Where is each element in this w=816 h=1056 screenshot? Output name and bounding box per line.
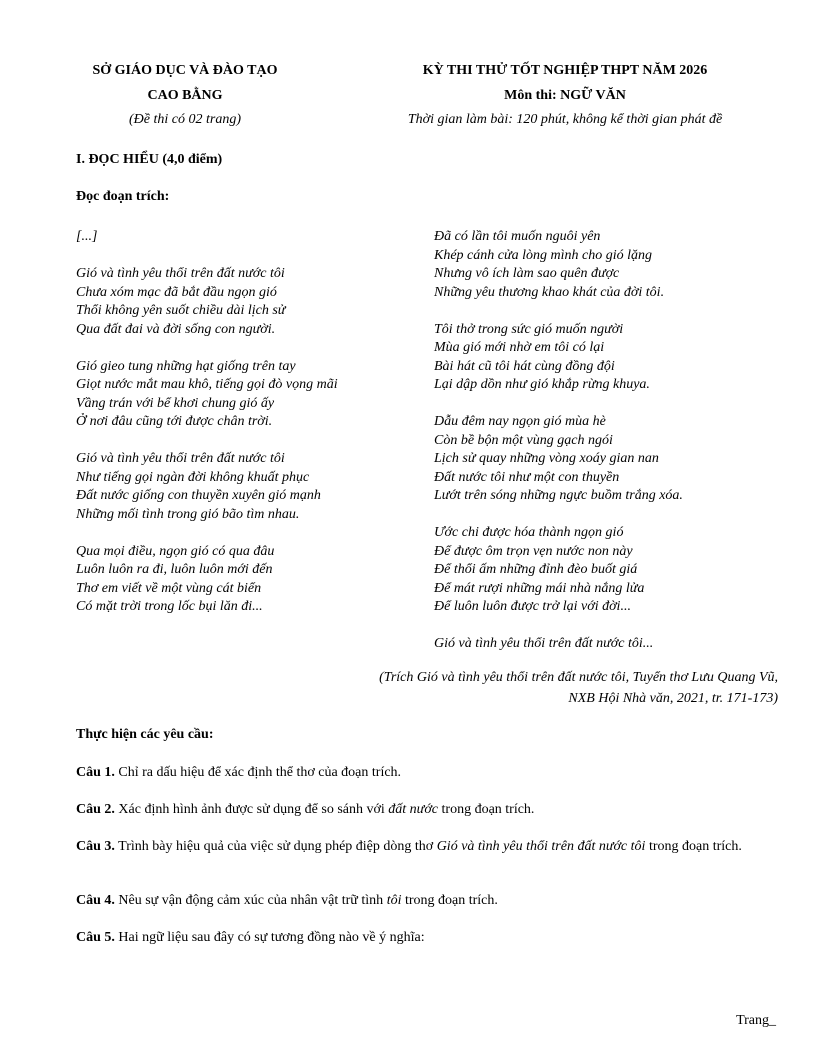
question-label: Câu 1. [76, 765, 115, 780]
department-name: SỞ GIÁO DỤC VÀ ĐÀO TẠO [92, 63, 278, 78]
poem-line: Gió và tình yêu thổi trên đất nước tôi [76, 451, 285, 466]
poem-line: Như tiếng gọi ngàn đời không khuất phục [76, 469, 310, 485]
poem-line: Khép cánh cửa lòng mình cho gió lặng [434, 247, 652, 263]
poem-line: Ở nơi đâu cũng tới được chân trời. [76, 414, 273, 429]
question-label: Câu 4. [76, 893, 115, 908]
poem-line: Còn bề bộn một vùng gạch ngói [434, 432, 613, 448]
question-5 [76, 929, 766, 948]
poem-stanza [434, 321, 683, 395]
poem-line: Thổi không yên suốt chiều dài lịch sử [76, 303, 286, 318]
poem-line: Dẫu đêm nay ngọn gió mùa hè [434, 414, 606, 429]
read-prompt: Đọc đoạn trích: [76, 189, 170, 204]
poem-line: Lịch sử quay những vòng xoáy gian nan [434, 451, 659, 466]
tasks-title: Thực hiện các yêu cầu: [76, 727, 214, 742]
poem-stanza [434, 524, 683, 617]
question-1 [76, 764, 766, 783]
poem-line: Đất nước tôi như một con thuyền [434, 469, 620, 485]
question-text: tôi [386, 893, 402, 908]
poem-line: Có mặt trời trong lốc bụi lăn đi... [76, 599, 263, 614]
poem-line: Lại dập dồn như gió khắp rừng khuya. [434, 377, 650, 392]
question-2 [76, 801, 766, 820]
poem-stanza [434, 635, 683, 654]
question-text: trong đoạn trích. [401, 893, 498, 908]
question-3 [76, 838, 766, 857]
poem-line: Vầng trán với bể khơi chung gió ấy [76, 395, 275, 411]
poem-line: Những mối tình trong gió bão tìm nhau. [76, 506, 300, 522]
poem-line: Nhưng vô ích làm sao quên được [434, 266, 620, 281]
poem-line: Thơ em viết về một vùng cát biển [76, 580, 262, 596]
question-text: Hai ngữ liệu sau đây có sự tương đồng nào về ý nghĩa: [114, 930, 425, 945]
poem-line: Để mát rượi những mái nhà nắng lửa [434, 580, 645, 596]
poem-line: Để được ôm trọn vẹn nước non này [434, 543, 633, 559]
subject-name: Môn thi: NGỮ VĂN [504, 88, 626, 103]
poem-line: Qua đất đai và đời sống con người. [76, 321, 276, 337]
question-text: trong đoạn trích. [438, 802, 535, 817]
exam-title: KỲ THI THỬ TỐT NGHIỆP THPT NĂM 2026 [422, 63, 708, 78]
poem-line: Những yêu thương khao khát của đời tôi. [434, 284, 665, 300]
poem-line: Gió và tình yêu thổi trên đất nước tôi [76, 266, 285, 281]
province-name: CAO BẰNG [147, 88, 223, 103]
poem-line: Mùa gió mới nhờ em tôi có lại [434, 340, 605, 355]
poem-line: Để thổi ấm những đỉnh đèo buốt giá [434, 562, 638, 577]
poem-stanza [76, 228, 338, 247]
poem-line: Đã có lần tôi muốn nguôi yên [434, 229, 601, 244]
poem-right-column [434, 228, 683, 672]
poem-line: Để luôn luôn được trở lại với đời... [434, 599, 631, 614]
question-text: đất nước [388, 802, 439, 817]
source-citation-line1: (Trích Gió và tình yêu thổi trên đất nước tôi, Tuyển thơ Lưu Quang Vũ, [379, 670, 778, 685]
poem-stanza [76, 450, 338, 524]
section-title: I. ĐỌC HIỂU (4,0 điểm) [76, 152, 223, 167]
poem-line: [...] [76, 229, 98, 244]
question-text: Chỉ ra dấu hiệu để xác định thể thơ của đoạn trích. [114, 765, 402, 780]
poem-line: Gió gieo tung những hạt giống trên tay [76, 358, 296, 374]
poem-stanza [76, 358, 338, 432]
poem-stanza [76, 543, 338, 617]
question-text: Nêu sự vận động cảm xúc của nhân vật trữ tình [114, 893, 387, 908]
poem-line: Ước chi được hóa thành ngọn gió [434, 525, 624, 540]
poem-left-column [76, 228, 338, 635]
poem-line: Qua mọi điều, ngọn gió có qua đâu [76, 543, 275, 559]
question-text: Gió và tình yêu thổi trên đất nước tôi [436, 839, 646, 854]
question-text: Xác định hình ảnh được sử dụng để so sánh với [114, 802, 389, 817]
question-label: Câu 5. [76, 930, 115, 945]
poem-stanza [434, 413, 683, 506]
time-note: Thời gian làm bài: 120 phút, không kể thời gian phát đề [407, 112, 723, 127]
question-4 [76, 892, 766, 911]
poem-stanza [76, 265, 338, 339]
question-text: Trình bày hiệu quả của việc sử dụng phép điệp dòng thơ [114, 839, 437, 854]
poem-line: Luôn luôn ra đi, luôn luôn mới đến [76, 562, 273, 577]
poem-line: Tôi thở trong sức gió muốn người [434, 321, 624, 337]
poem-line: Giọt nước mắt mau khô, tiếng gọi đò vọng mãi [76, 377, 338, 392]
source-citation-line2: NXB Hội Nhà văn, 2021, tr. 171-173) [568, 691, 778, 706]
page-count-note: (Đề thi có 02 trang) [129, 112, 241, 127]
poem-stanza [434, 228, 683, 302]
question-label: Câu 3. [76, 839, 115, 854]
poem-line: Gió và tình yêu thổi trên đất nước tôi... [434, 636, 654, 651]
poem-line: Đất nước giống con thuyền xuyên gió mạnh [76, 488, 321, 503]
poem-line: Bài hát cũ tôi hát cùng đồng đội [434, 358, 615, 374]
question-label: Câu 2. [76, 802, 115, 817]
poem-line: Lướt trên sóng những ngực buồm trắng xóa. [434, 488, 683, 503]
poem-line: Chưa xóm mạc đã bắt đầu ngọn gió [76, 284, 277, 300]
page-footer: Trang_ [736, 1013, 776, 1028]
question-text: trong đoạn trích. [645, 839, 742, 854]
